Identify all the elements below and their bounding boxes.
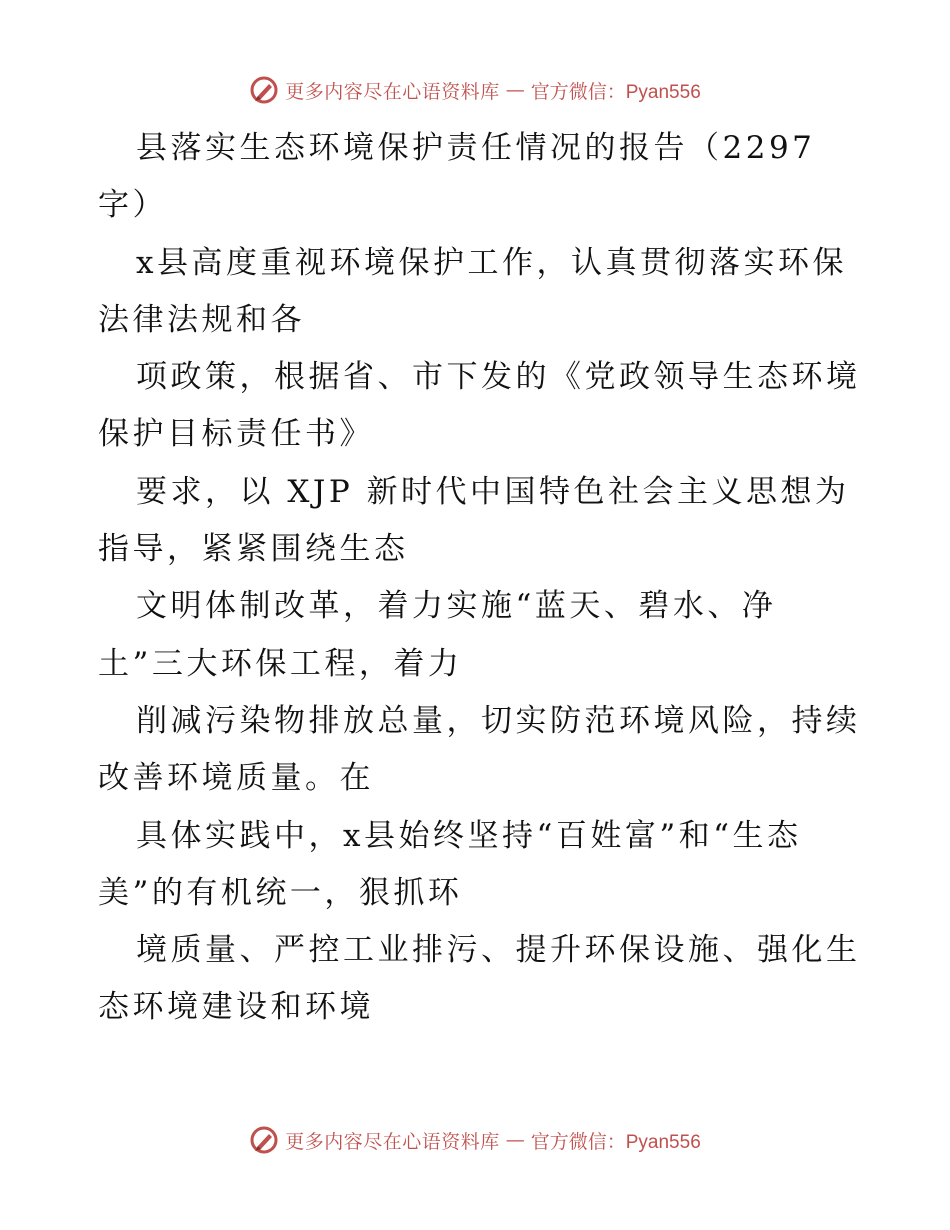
paragraph-line: 具体实践中，x县始终坚持“百姓富”和“生态	[136, 817, 802, 854]
banner-text: 更多内容尽在心语资料库	[285, 80, 500, 103]
banner-text: 更多内容尽在心语资料库	[285, 1130, 500, 1153]
paragraph-line: 改善环境质量。在	[98, 760, 374, 797]
paragraph-line: 美”的有机统一，狠抓环	[98, 874, 463, 911]
paragraph-line: 态环境建设和环境	[98, 989, 374, 1026]
paragraph-line: 要求，以 XJP 新时代中国特色社会主义思想为	[136, 473, 850, 510]
paragraph-line: 保护目标责任书》	[98, 416, 374, 453]
footer-banner	[0, 1120, 950, 1160]
paragraph-line: 境质量、严控工业排污、提升环保设施、强化生	[136, 932, 861, 969]
pen-logo-icon	[249, 1125, 279, 1155]
banner-separator: —	[505, 79, 525, 101]
paragraph-line: 削减污染物排放总量，切实防范环境风险，持续	[136, 702, 861, 739]
paragraph-line: 法律法规和各	[98, 301, 305, 338]
title-line: 县落实生态环境保护责任情况的报告（2297	[136, 130, 816, 166]
banner-separator: —	[505, 1129, 525, 1151]
pen-logo-icon	[249, 75, 279, 105]
document-body	[98, 120, 861, 1037]
header-banner	[0, 70, 950, 110]
paragraph-line: 字）	[98, 187, 167, 224]
paragraph-line: 项政策，根据省、市下发的《党政领导生态环境	[136, 359, 861, 396]
paragraph-line: 土”三大环保工程，着力	[98, 645, 463, 682]
paragraph-line: 指导，紧紧围绕生态	[98, 531, 409, 568]
paragraph-line: x县高度重视环境保护工作，认真贯彻落实环保	[136, 244, 847, 281]
banner-contact: 官方微信：Pyan556	[530, 81, 701, 103]
banner-contact: 官方微信：Pyan556	[530, 1131, 701, 1153]
paragraph-line: 文明体制改革，着力实施“蓝天、碧水、净	[136, 588, 777, 625]
